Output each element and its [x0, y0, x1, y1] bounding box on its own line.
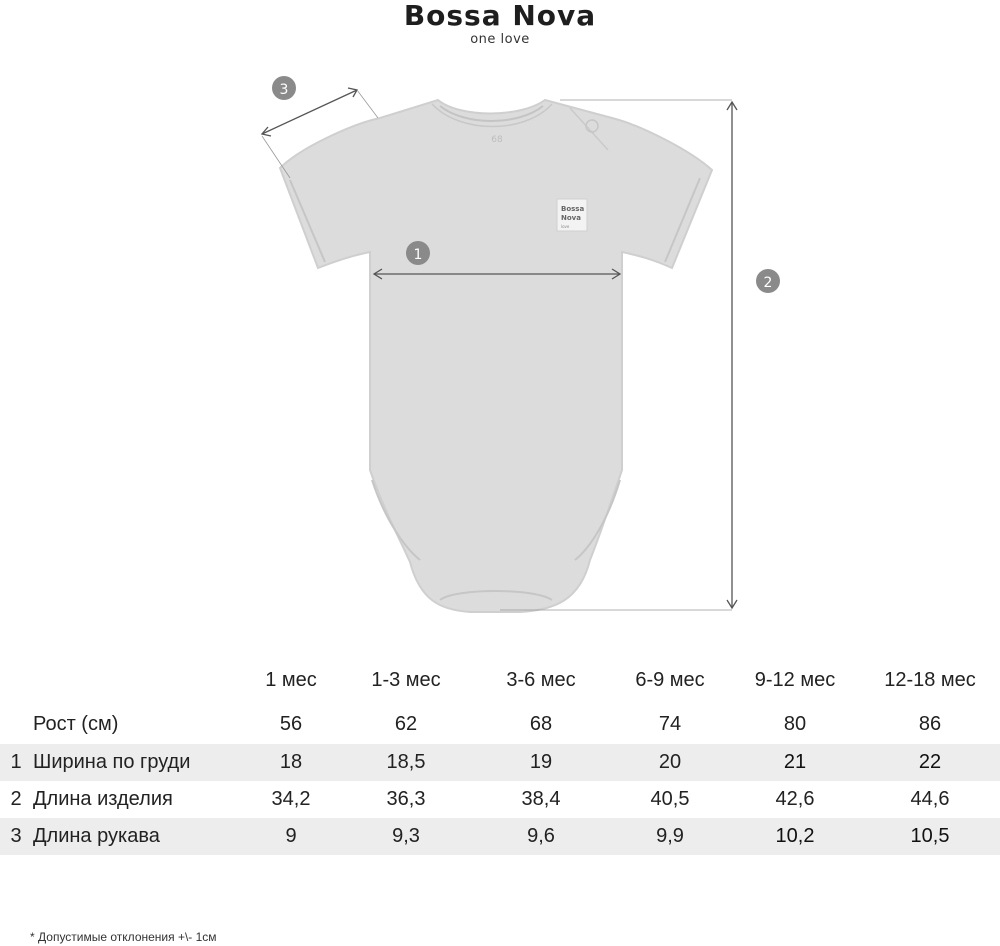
- brand-name: Bossa Nova: [403, 0, 597, 32]
- table-row: [0, 781, 1000, 818]
- size-table-header: [0, 662, 1000, 699]
- column-header: 3-6 мес: [506, 669, 576, 691]
- row-number: 3: [10, 825, 22, 847]
- table-cell: 19: [529, 751, 553, 773]
- column-header: 6-9 мес: [635, 669, 705, 691]
- bodysuit-illustration: [0, 60, 1000, 630]
- table-cell: 62: [394, 713, 418, 735]
- table-row: [0, 706, 1000, 743]
- marker-3-label: 3: [279, 82, 289, 98]
- row-number: 2: [10, 788, 22, 810]
- table-cell: 80: [783, 713, 807, 735]
- table-cell: 40,5: [650, 788, 690, 810]
- table-cell: 18: [279, 751, 303, 773]
- table-cell: 22: [918, 751, 942, 773]
- column-header: 1-3 мес: [371, 669, 441, 691]
- marker-2-label: 2: [763, 275, 773, 291]
- table-cell: 38,4: [521, 788, 561, 810]
- table-row: [0, 818, 1000, 855]
- brand-tagline: one love: [470, 32, 530, 47]
- table-cell: 9: [285, 825, 297, 847]
- column-header: 9-12 мес: [754, 669, 836, 691]
- table-cell: 9,3: [392, 825, 420, 847]
- column-header: 12-18 мес: [884, 669, 976, 691]
- table-cell: 9,6: [527, 825, 555, 847]
- row-label: Длина рукава: [33, 825, 160, 847]
- tolerance-footnote: * Допустимые отклонения +\- 1см: [30, 930, 217, 944]
- table-cell: 20: [658, 751, 682, 773]
- table-cell: 36,3: [386, 788, 426, 810]
- table-cell: 86: [918, 713, 942, 735]
- table-cell: 10,5: [910, 825, 950, 847]
- bodysuit-shape: [280, 100, 712, 612]
- table-cell: 56: [279, 713, 303, 735]
- table-cell: 34,2: [271, 788, 311, 810]
- garment-label-line3: love: [561, 224, 570, 229]
- table-cell: 9,9: [656, 825, 684, 847]
- svg-text:68: 68: [491, 135, 503, 145]
- row-number: 1: [10, 751, 22, 773]
- row-label: Рост (см): [33, 713, 119, 735]
- table-cell: 18,5: [386, 751, 426, 773]
- table-cell: 74: [658, 713, 682, 735]
- table-cell: 42,6: [775, 788, 815, 810]
- garment-label-line2: Nova: [561, 214, 581, 222]
- row-label: Длина изделия: [33, 788, 173, 810]
- table-cell: 68: [529, 713, 553, 735]
- table-row: [0, 744, 1000, 781]
- table-cell: 44,6: [910, 788, 950, 810]
- column-header: 1 мес: [265, 669, 317, 691]
- table-cell: 10,2: [775, 825, 815, 847]
- row-label: Ширина по груди: [33, 751, 191, 773]
- table-cell: 21: [783, 751, 807, 773]
- marker-1-label: 1: [413, 247, 423, 263]
- garment-label-line1: Bossa: [561, 205, 585, 213]
